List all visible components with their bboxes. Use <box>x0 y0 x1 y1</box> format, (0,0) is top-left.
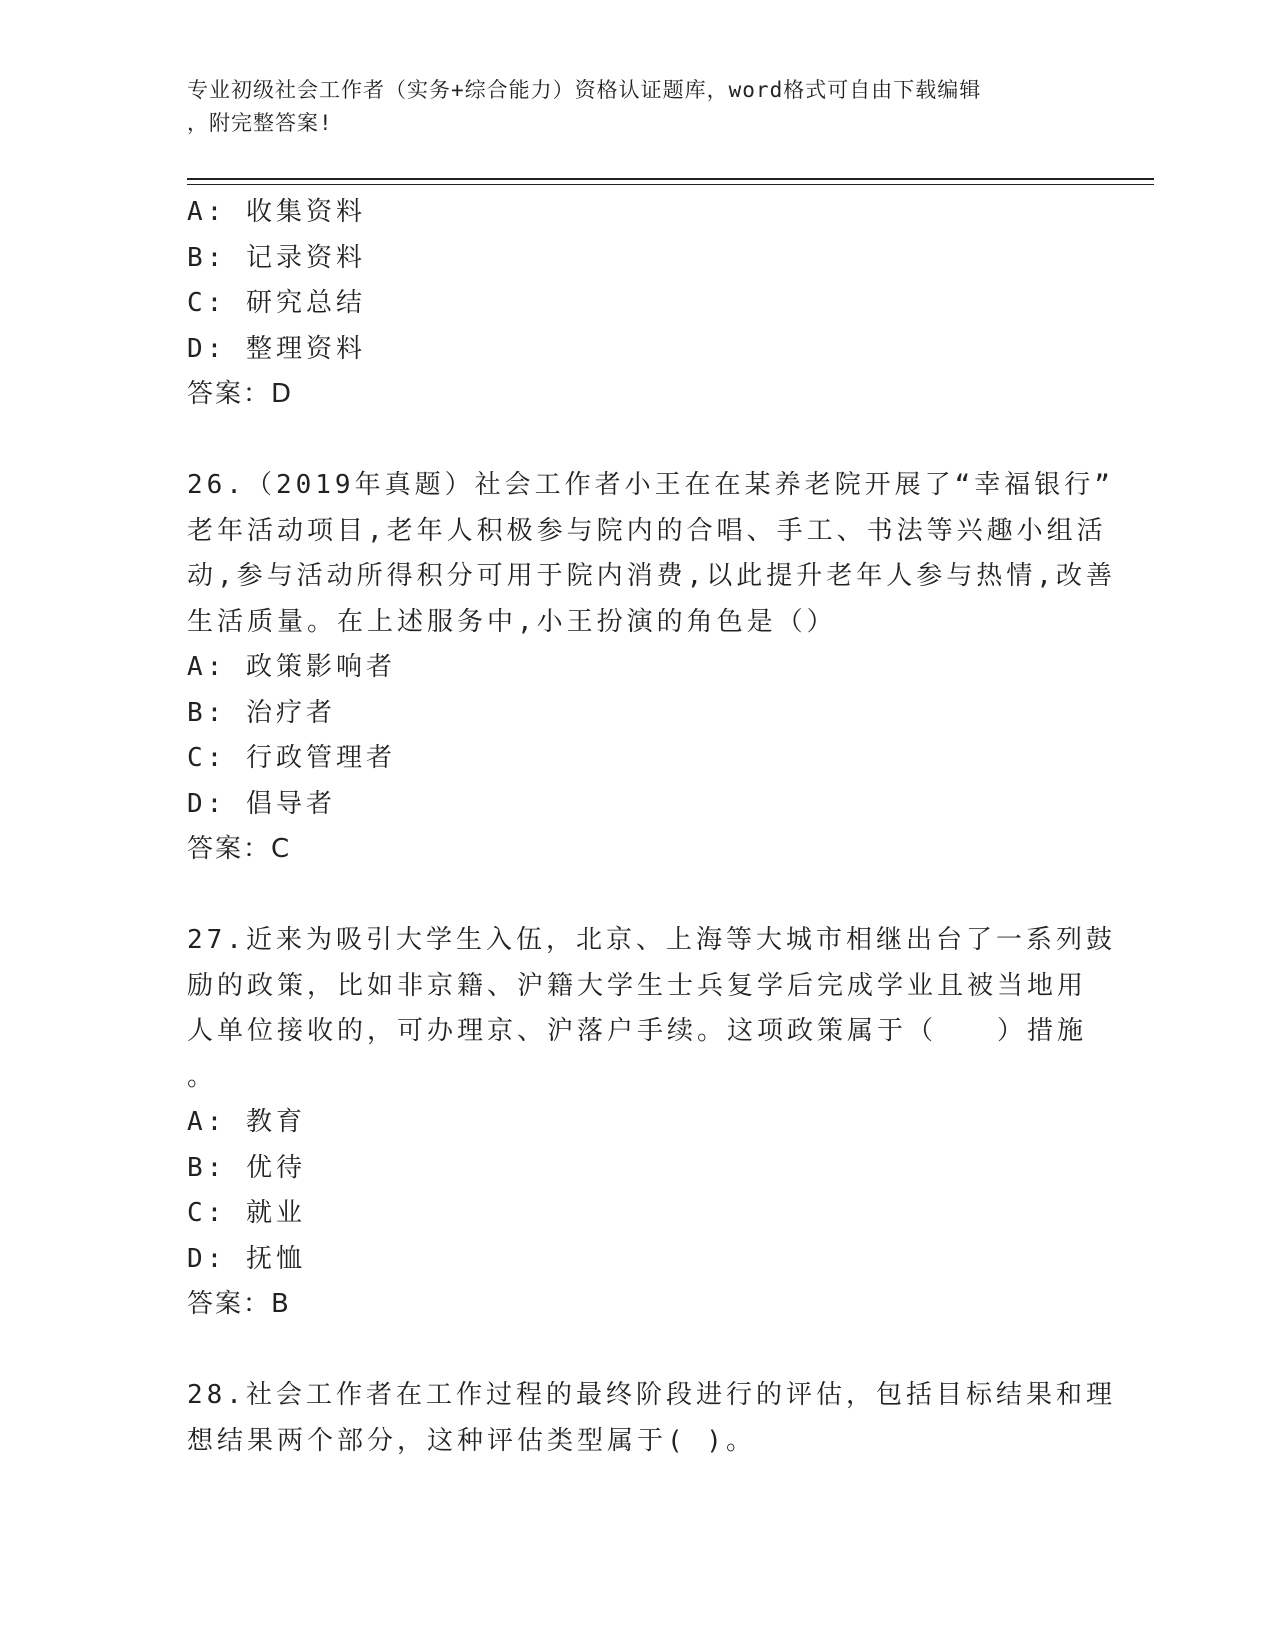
option-c: C: 行政管理者 <box>187 743 396 773</box>
question-26 <box>187 463 1116 873</box>
question-text-line: 生活质量。在上述服务中,小王扮演的角色是（） <box>187 606 837 637</box>
answer: 答案：D <box>187 379 294 409</box>
option-a: A: 政策影响者 <box>187 652 396 682</box>
question-text-line: 28.社会工作者在工作过程的最终阶段进行的评估，包括目标结果和理 <box>187 1380 1116 1410</box>
option-a: A: 教育 <box>187 1107 306 1137</box>
question-text-line: 26.（2019年真题）社会工作者小王在在某养老院开展了“幸福银行” <box>187 470 1114 500</box>
header-divider-thick <box>187 178 1154 180</box>
question-27 <box>187 918 1116 1328</box>
answer: 答案：C <box>187 834 292 864</box>
question-list <box>187 190 1116 1464</box>
header-divider-thin <box>187 184 1154 185</box>
question-text-line: 27.近来为吸引大学生入伍，北京、上海等大城市相继出台了一系列鼓 <box>187 925 1116 955</box>
document-header <box>187 74 1087 140</box>
header-title-line-1: 专业初级社会工作者（实务+综合能力）资格认证题库，word格式可自由下载编辑 <box>187 78 982 102</box>
option-c: C: 就业 <box>187 1198 306 1228</box>
question-text-line: 人单位接收的，可办理京、沪落户手续。这项政策属于（ ）措施 <box>187 1016 1088 1046</box>
question-text-line: 想结果两个部分，这种评估类型属于( )。 <box>187 1425 756 1456</box>
option-a: A: 收集资料 <box>187 197 366 227</box>
option-d: D: 整理资料 <box>187 333 366 364</box>
option-b: B: 优待 <box>187 1152 306 1183</box>
option-c: C: 研究总结 <box>187 288 366 318</box>
question-25 <box>187 190 1087 418</box>
option-d: D: 倡导者 <box>187 788 336 819</box>
header-title-line-2: ，附完整答案! <box>187 111 333 135</box>
option-b: B: 记录资料 <box>187 242 366 273</box>
question-text-line: 老年活动项目,老年人积极参与院内的合唱、手工、书法等兴趣小组活 <box>187 515 1107 546</box>
question-28 <box>187 1373 1116 1464</box>
option-d: D: 抚恤 <box>187 1243 306 1274</box>
question-text-line: 励的政策，比如非京籍、沪籍大学生士兵复学后完成学业且被当地用 <box>187 970 1088 1001</box>
question-text-line: 。 <box>187 1061 218 1092</box>
answer: 答案：B <box>187 1289 291 1319</box>
option-b: B: 治疗者 <box>187 697 336 728</box>
question-text-line: 动,参与活动所得积分可用于院内消费,以此提升老年人参与热情,改善 <box>187 561 1116 591</box>
